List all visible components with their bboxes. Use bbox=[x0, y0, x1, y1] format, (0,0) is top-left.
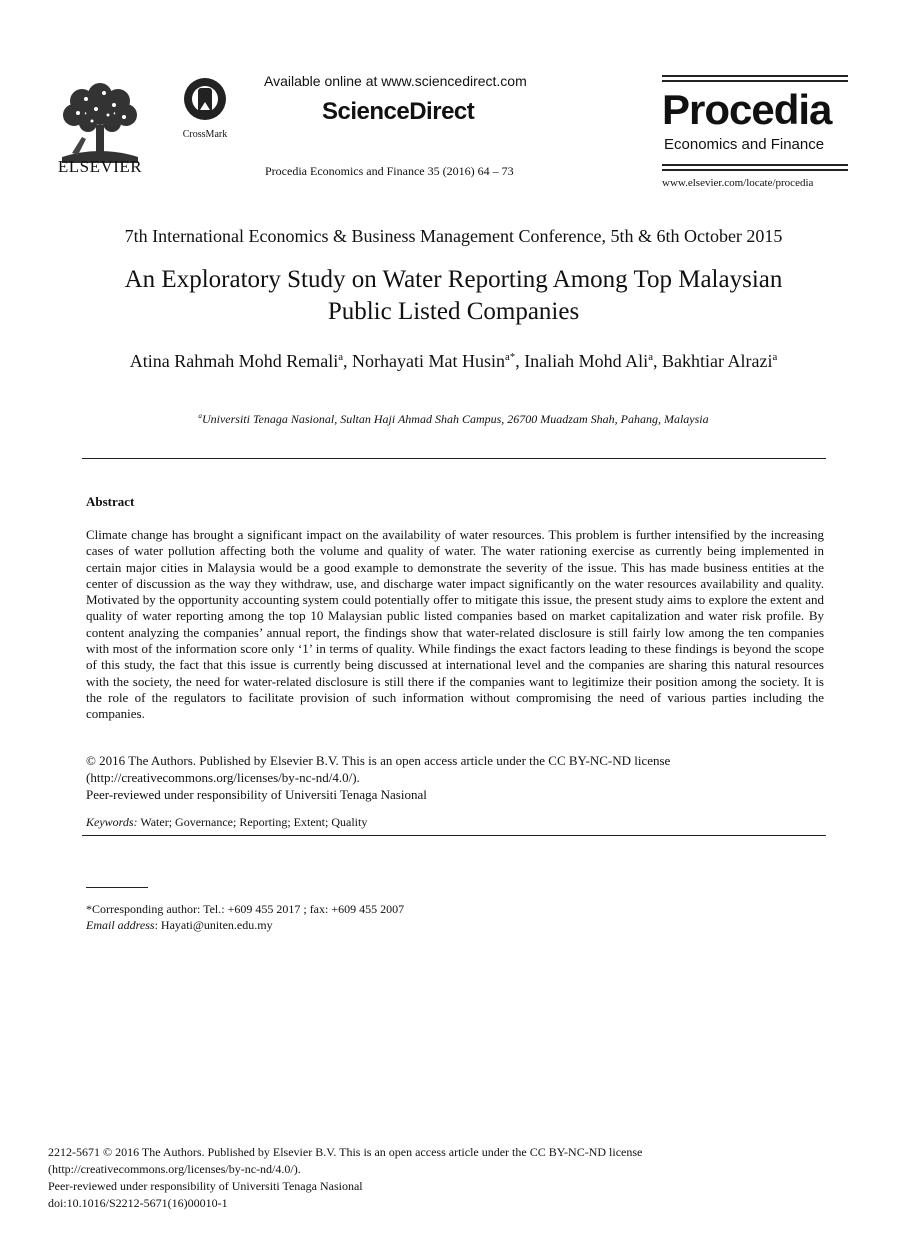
affiliation bbox=[0, 412, 907, 427]
author-name: Bakhtiar Alrazi bbox=[661, 351, 773, 371]
email-address-link[interactable]: : Hayati@uniten.edu.my bbox=[154, 918, 273, 932]
author-name: Norhayati Mat Husin bbox=[352, 351, 505, 371]
email-line bbox=[86, 917, 404, 933]
paper-title bbox=[60, 264, 847, 328]
author-separator: , bbox=[343, 351, 352, 371]
affiliation-marker: a bbox=[198, 412, 202, 420]
peer-review-line: Peer-reviewed under responsibility of Universiti Tenaga Nasional bbox=[86, 787, 427, 802]
conference-line: 7th International Economics & Business Management Conference, 5th & 6th October 2015 bbox=[124, 226, 783, 246]
footer-peer-review: Peer-reviewed under responsibility of Universiti Tenaga Nasional bbox=[48, 1179, 363, 1193]
author-name: Inaliah Mohd Ali bbox=[524, 351, 649, 371]
crossmark-label: CrossMark bbox=[182, 129, 228, 140]
crossmark-badge[interactable] bbox=[176, 76, 234, 140]
corresponding-contact: *Corresponding author: Tel.: +609 455 2017 ; fax: +609 455 2007 bbox=[86, 902, 405, 916]
abstract-body: Climate change has brought a significant impact on the availability of water resources. This problem is further intensified by the increasing cases of water pollution affecting both the volume and quality of water. The water rationing exercise as currently being implemented in certain major cities in Malaysia would be a good example to demonstrate the severity of the issue. This has made business entities at the center of discussion as the way they withdraw, use, and discharge water impact significantly on the water resources availability and quality. Motivated by the opportunity accounting system could potentially offer to mitigate this issue, the present study aims to explore the extent and quality of water reporting among the top 10 Malaysian public listed companies based on market capitalization and water risk profile. By content analyzing the companies’ annual report, the findings show that water-related disclosure is still fairly low among the ten companies with most of the information score only ‘1’ in terms of quality. While findings the exact factors leading to these findings is beyond the scope of this study, the fact that this issue is currently being discussed at international level and the companies are sharing this natural resources with the society, the need for water-related disclosure is still there if the companies want to legitimize their position among the society. It is the role of the regulators to facilitate provision of such information without compromising the need of various parties including the companies. bbox=[86, 527, 824, 722]
available-online-link[interactable]: Available online at www.sciencedirect.com bbox=[264, 73, 527, 89]
author-affiliation-marker: a* bbox=[504, 351, 516, 363]
page-footer bbox=[48, 1144, 642, 1212]
affiliation-text: Universiti Tenaga Nasional, Sultan Haji Ahmad Shah Campus, 26700 Muadzam Shah, Pahang, Malaysia bbox=[201, 412, 709, 426]
license-line: © 2016 The Authors. Published by Elsevier B.V. This is an open access article under the CC BY-NC-ND license bbox=[86, 753, 671, 768]
author-affiliation-marker: a bbox=[338, 351, 343, 363]
footer-doi-link[interactable]: doi:10.1016/S2212-5671(16)00010-1 bbox=[48, 1196, 228, 1210]
abstract-heading: Abstract bbox=[86, 494, 135, 509]
procedia-subtitle: Economics and Finance bbox=[664, 136, 825, 153]
divider-bottom bbox=[82, 835, 826, 836]
keywords-values: Water; Governance; Reporting; Extent; Quality bbox=[140, 815, 368, 829]
paper-title-line-1: An Exploratory Study on Water Reporting Among Top Malaysian bbox=[124, 266, 783, 293]
elsevier-wordmark: ELSEVIER bbox=[57, 157, 143, 176]
license-url-link[interactable]: (http://creativecommons.org/licenses/by-nc-nd/4.0/). bbox=[86, 770, 360, 785]
sciencedirect-wordmark: ScienceDirect bbox=[322, 98, 475, 125]
author-list bbox=[70, 349, 837, 374]
author-name: Atina Rahmah Mohd Remali bbox=[129, 351, 339, 371]
keywords-label: Keywords: bbox=[86, 815, 138, 829]
corresponding-author-note bbox=[86, 901, 404, 933]
footer-license-url-link[interactable]: (http://creativecommons.org/licenses/by-nc-nd/4.0/). bbox=[48, 1162, 301, 1176]
journal-reference: Procedia Economics and Finance 35 (2016) 64 – 73 bbox=[265, 164, 514, 178]
author-affiliation-marker: a bbox=[648, 351, 653, 363]
footnote-rule bbox=[86, 887, 148, 888]
crossmark-icon bbox=[182, 76, 228, 122]
procedia-rule-bottom bbox=[662, 164, 848, 171]
email-label: Email address bbox=[86, 918, 155, 932]
footer-license-line: 2212-5671 © 2016 The Authors. Published by Elsevier B.V. This is an open access article under the CC BY-NC-ND license bbox=[48, 1145, 643, 1159]
license-block bbox=[86, 752, 824, 803]
paper-title-line-2: Public Listed Companies bbox=[327, 298, 580, 325]
author-separator: , bbox=[652, 351, 662, 371]
divider-top bbox=[82, 458, 826, 459]
procedia-wordmark: Procedia bbox=[662, 86, 832, 133]
procedia-rule-top bbox=[662, 75, 848, 82]
procedia-url-link[interactable]: www.elsevier.com/locate/procedia bbox=[662, 177, 814, 189]
author-separator: , bbox=[515, 351, 525, 371]
author-affiliation-marker: a bbox=[772, 351, 778, 363]
keywords-line bbox=[86, 815, 367, 830]
